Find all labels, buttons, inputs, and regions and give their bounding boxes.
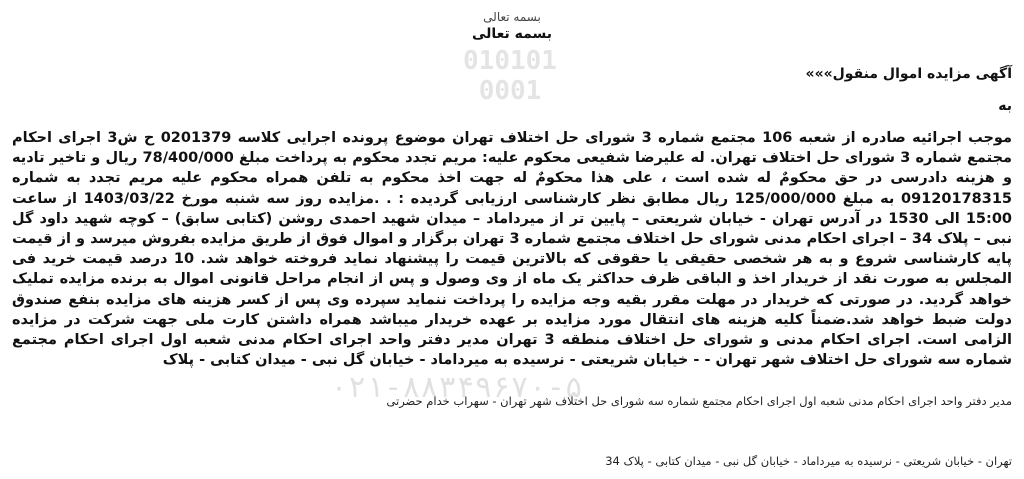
signature-line: مدیر دفتر واحد اجرای احکام مدنی شعبه اول اجرای احکام مجتمع شماره سه شورای حل اختلاف شهر تهران - سهراب خدام حضرتی bbox=[386, 394, 1012, 408]
watermark-line-2: 0001 bbox=[478, 76, 542, 106]
address-line: تهران - خیابان شریعتی - نرسیده به میرداماد - خیابان گل نبی - میدان کتابی - پلاک 34 bbox=[605, 454, 1012, 468]
watermark-line-1: 010101 bbox=[463, 46, 557, 76]
main-title: بسمه تعالی bbox=[471, 26, 553, 42]
watermark-phone: ۰۲۱-۸۸۳۴۹۶۷۰-۵ bbox=[330, 370, 583, 405]
notice-heading: آگهی مزایده اموال منقول»»» bbox=[805, 66, 1012, 82]
notice-to-label: به bbox=[998, 98, 1012, 114]
top-title: بسمه تعالی bbox=[483, 10, 541, 24]
notice-body: موجب اجرائیه صادره از شعبه 106 مجتمع شماره 3 شورای حل اختلاف تهران موضوع پرونده اجرایی کلاسه 0201379 ح ش3 اجرای احکام مجتمع شماره 3 شورای حل اختلاف تهران. له علیرضا شفیعی محکوم علیه: مریم تجدد محکوم به پرداخت مبلغ 78/400/000 ریال و تاخیر تادیه و هزینه دادرسی در حق محکومٌ له شده است ، علی هذا محکومٌ له جهت اخذ محکوم به تلفن همراه محکوم علیه مریم تجدد به شماره 09120178315 به مبلغ 125/000/000 ریال مطابق نظر کارشناسی ارزیابی گردیده : . .مزایده روز سه شنبه مورخ 1403/03/22 از ساعت 15:00 الی 1530 در آدرس تهران - خیابان شریعتی – پایین تر از میرداماد – میدان شهید احمدی روشن (کتابی سابق) – کوچه شهید داود گل نبی – پلاک 34 – اجرای احکام مدنی شورای حل اختلاف مجتمع شماره 3 تهران برگزار و اموال فوق از طریق مزایده بفروش میرسد و از قیمت پایه کارشناسی شروع و به هر شخصی حقیقی یا حقوقی که بالاترین قیمت را پیشنهاد نماید فروخته خواهد شد. 10 درصد قیمت خرید فی المجلس به صورت نقد از خریدار اخذ و الباقی ظرف حداکثر یک ماه از وی وصول و پس از انجام مراحل قانونی اموال به برنده مزایده تملیک خواهد گردید. در صورتی که خریدار در مهلت مقرر بقیه وجه مزایده را پرداخت ننماید سپرده وی پس از کسر هزینه های مزایده بنفع صندوق دولت ضبط خواهد شد.ضمناً کلیه هزینه های انتقال مورد مزایده بر عهده خریدار میباشد همراه داشتن کارت ملی جهت شرکت در مزایده الزامی است. اجرای احکام مدنی و شورای حل اختلاف منطقه 3 تهران مدیر دفتر واحد اجرای احکام مدنی شعبه اول اجرای احکام مجتمع شماره سه شورای حل اختلاف شهر تهران - - خیابان شریعتی - نرسیده به میرداماد - خیابان گل نبی - میدان کتابی - پلاک bbox=[12, 130, 1013, 369]
